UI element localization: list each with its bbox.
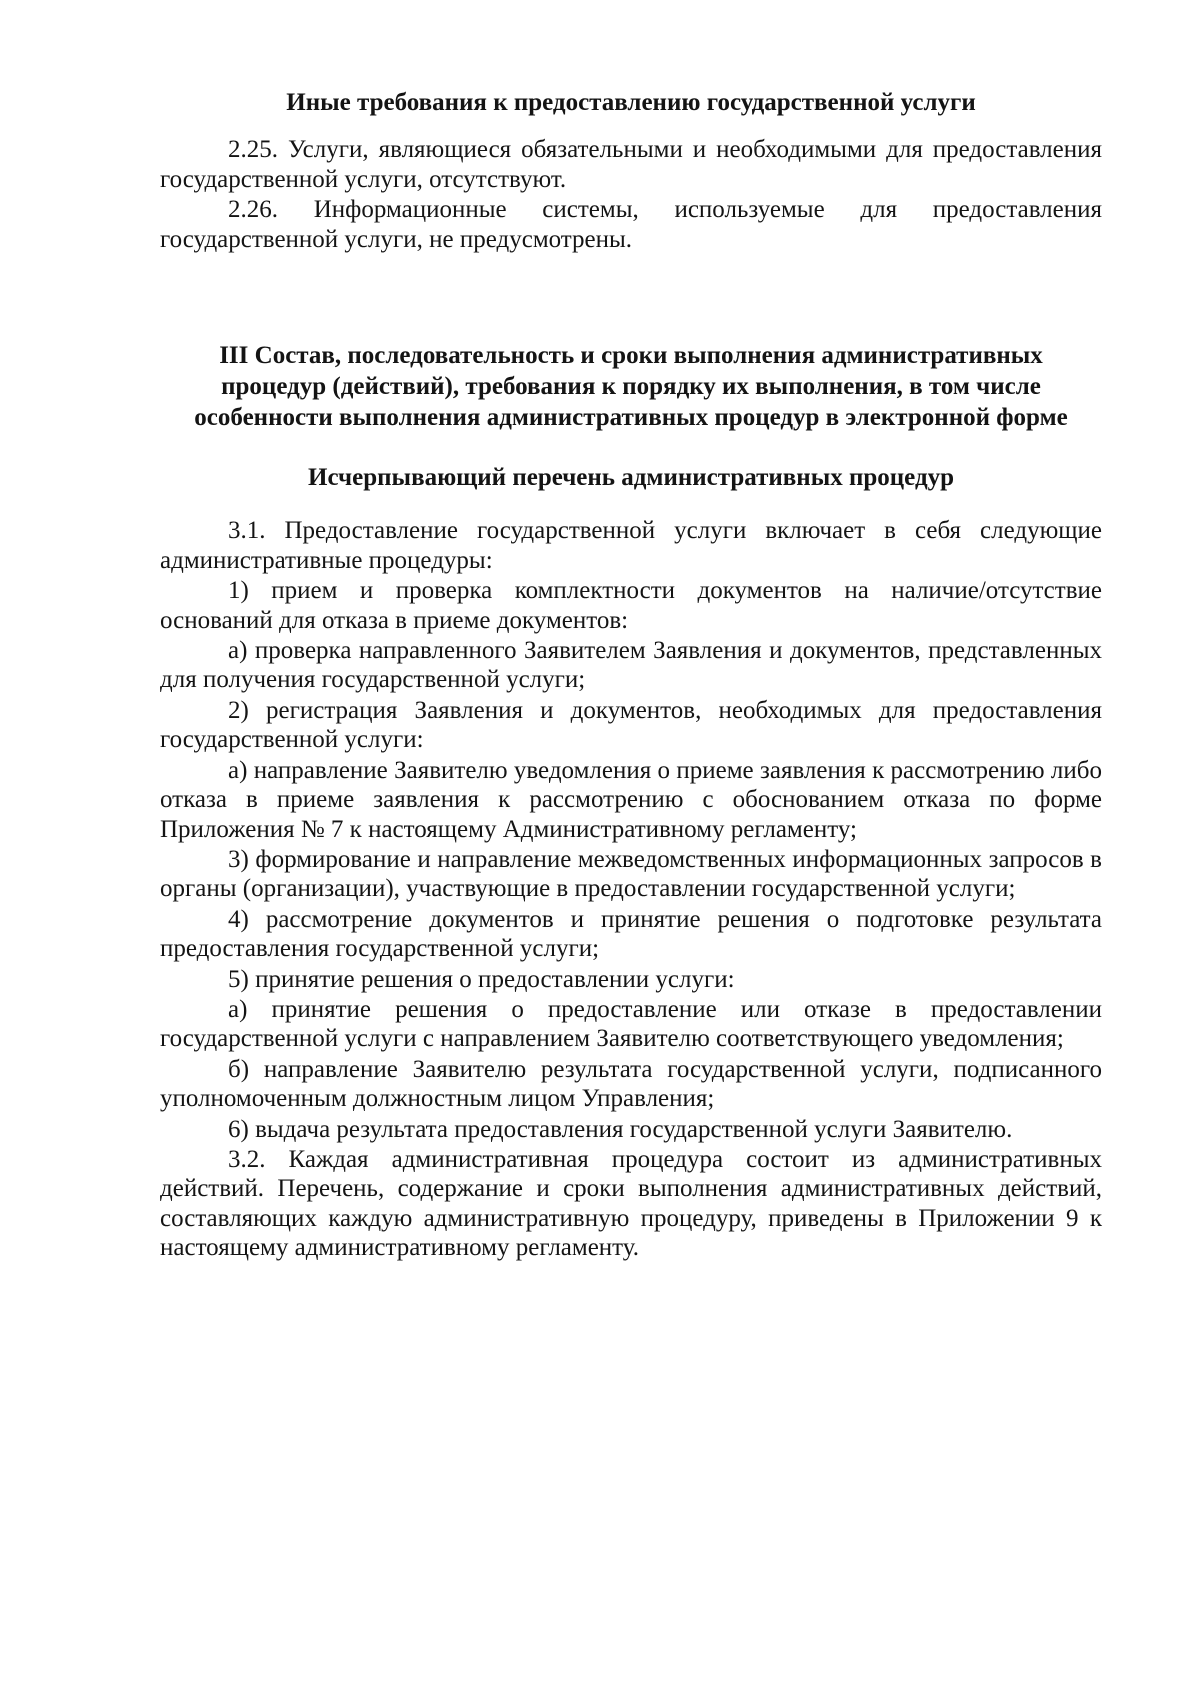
list-item-5a: а) принятие решения о предоставление или отказе в предоставлении государственной услуги с направлением Заявителю соответствующего уведомления; (160, 995, 1102, 1053)
list-item-2: 2) регистрация Заявления и документов, необходимых для предоставления государственной услуги: (160, 696, 1102, 754)
heading-exhaustive-list: Исчерпывающий перечень административных процедур (308, 464, 954, 492)
heading-other-requirements: Иные требования к предоставлению государственной услуги (286, 89, 976, 116)
paragraph-2-26: 2.26. Информационные системы, используемые для предоставления государственной услуги, не предусмотрены. (160, 196, 1102, 253)
paragraph-3-1: 3.1. Предоставление государственной услуги включает в себя следующие административные процедуры: (160, 517, 1102, 574)
list-item-4: 4) рассмотрение документов и принятие решения о подготовке результата предоставления государственной услуги; (160, 905, 1102, 963)
list-item-2a: а) направление Заявителю уведомления о приеме заявления к рассмотрению либо отказа в приеме заявления к рассмотрению с обоснованием отказа по форме Приложения № 7 к настоящему Административному регламенту; (160, 756, 1102, 843)
list-item-5b: б) направление Заявителю результата государственной услуги, подписанного уполномоченным должностным лицом Управления; (160, 1055, 1102, 1113)
paragraph-2-25: 2.25. Услуги, являющиеся обязательными и необходимыми для предоставления государственной услуги, отсутствуют. (160, 136, 1102, 193)
paragraph-3-2: 3.2. Каждая административная процедура состоит из административных действий. Перечень, содержание и сроки выполнения административных действий, составляющих каждую административную процедуру, приведены в Приложении 9 к настоящему административному регламенту. (160, 1145, 1102, 1262)
document-page (160, 88, 1102, 1263)
list-item-3: 3) формирование и направление межведомственных информационных запросов в органы (организации), участвующие в предоставлении государственной услуги; (160, 845, 1102, 903)
list-item-1: 1) прием и проверка комплектности документов на наличие/отсутствие оснований для отказа в приеме документов: (160, 577, 1102, 634)
heading-section-3: III Состав, последовательность и сроки выполнения административных процедур (действий), требования к порядку их выполнения, в том числе особенности выполнения административных процедур в электронной форме (194, 342, 1068, 432)
list-item-5: 5) принятие решения о предоставлении услуги: (228, 965, 735, 993)
list-item-1a: а) проверка направленного Заявителем Заявления и документов, представленных для получения государственной услуги; (160, 637, 1102, 694)
list-item-6: 6) выдача результата предоставления государственной услуги Заявителю. (228, 1115, 1013, 1143)
